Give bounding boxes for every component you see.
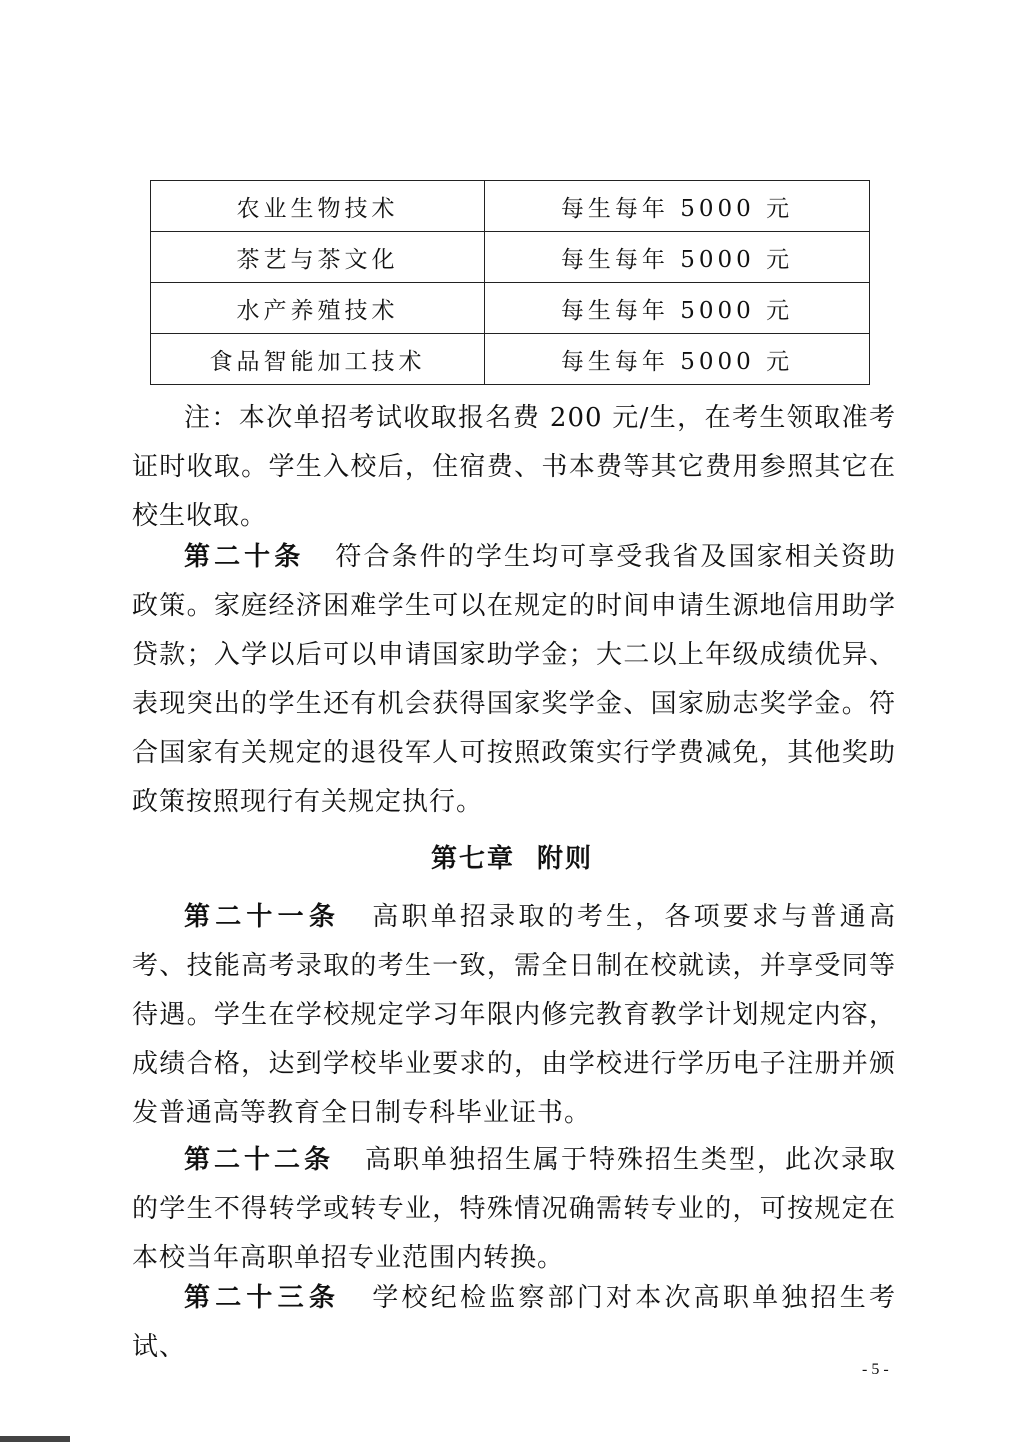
article-21 [132, 893, 896, 1138]
fee-cell: 每生每年 5000 元 [485, 283, 870, 334]
page-number: - 5 - [862, 1361, 889, 1378]
major-cell: 水产养殖技术 [151, 283, 485, 334]
article-text: 学校纪检监察部门对本次高职单独招生考试、 [132, 1283, 896, 1362]
article-text: 符合条件的学生均可享受我省及国家相关资助政策。家庭经济困难学生可以在规定的时间申请生源地信用助学贷款；入学以后可以申请国家助学金；大二以上年级成绩优异、表现突出的学生还有机会获得国家奖学金、国家励志奖学金。符合国家有关规定的退役军人可按照政策实行学费减免，其他奖助政策按照现行有关规定执行。 [132, 542, 896, 817]
article-text: 高职单独招生属于特殊招生类型，此次录取的学生不得转学或转专业，特殊情况确需转专业的，可按规定在本校当年高职单招专业范围内转换。 [132, 1145, 896, 1273]
article-23 [132, 1274, 896, 1372]
chapter-title: 附则 [537, 844, 594, 874]
fee-note: 注：本次单招考试收取报名费 200 元/生，在考生领取准考证时收取。学生入校后，住宿费、书本费等其它费用参照其它在校生收取。 [132, 403, 896, 531]
chapter-heading [0, 838, 1024, 875]
major-cell: 农业生物技术 [151, 181, 485, 232]
article-text: 高职单招录取的考生，各项要求与普通高考、技能高考录取的考生一致，需全日制在校就读，并享受同等待遇。学生在学校规定学习年限内修完教育教学计划规定内容，成绩合格，达到学校毕业要求的，由学校进行学历电子注册并颁发普通高等教育全日制专科毕业证书。 [132, 902, 896, 1128]
article-20 [132, 533, 896, 827]
scan-edge-mark [0, 1436, 70, 1442]
article-22 [132, 1136, 896, 1283]
table-row [151, 181, 870, 232]
article-label: 第二十一条 [184, 902, 341, 932]
fee-cell: 每生每年 5000 元 [485, 334, 870, 385]
article-label: 第二十二条 [184, 1145, 334, 1175]
fee-table [150, 180, 870, 385]
table-row [151, 334, 870, 385]
table-row [151, 283, 870, 334]
fee-cell: 每生每年 5000 元 [485, 181, 870, 232]
major-cell: 茶艺与茶文化 [151, 232, 485, 283]
major-cell: 食品智能加工技术 [151, 334, 485, 385]
fee-cell: 每生每年 5000 元 [485, 232, 870, 283]
table-row [151, 232, 870, 283]
chapter-number: 第七章 [430, 844, 515, 874]
article-label: 第二十三条 [184, 1283, 341, 1313]
article-label: 第二十条 [184, 542, 305, 572]
